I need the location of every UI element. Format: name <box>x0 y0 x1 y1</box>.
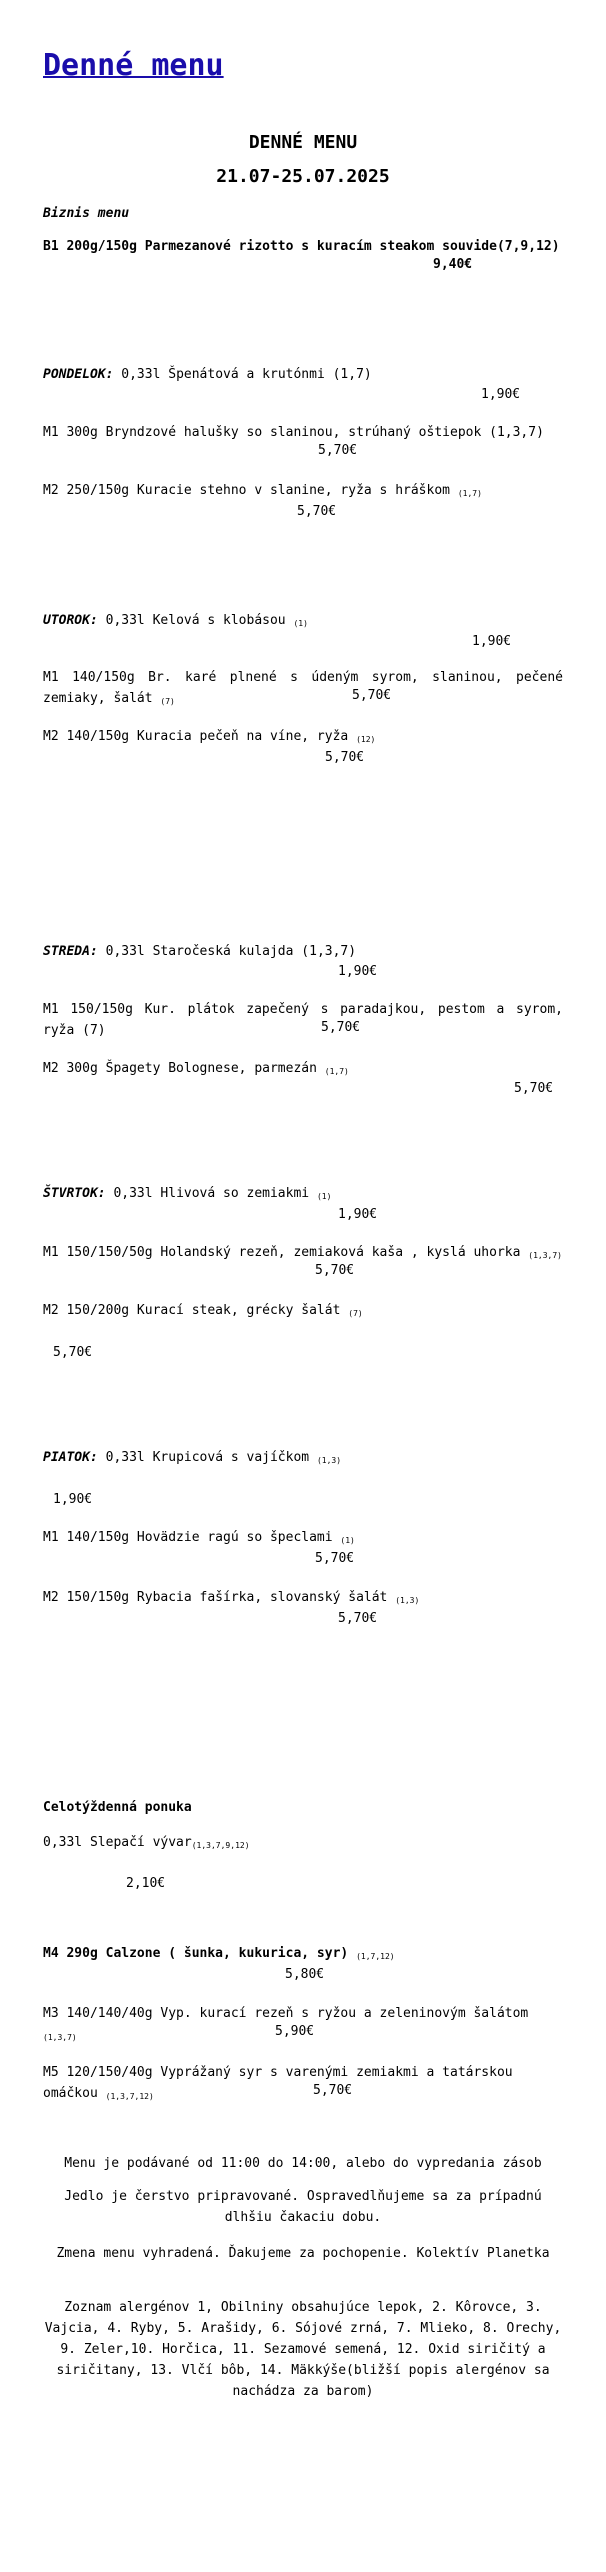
soup-name: 0,33l Krupicová s vajíčkom <box>97 1450 317 1465</box>
day-label: ŠTVRTOK: <box>43 1186 106 1201</box>
menu-item-m2 <box>43 480 563 504</box>
allergen-codes: (1,3) <box>395 1596 420 1605</box>
m2-text: M2 140/150g Kuracia pečeň na víne, ryža <box>43 729 357 744</box>
day-block-wednesday <box>43 941 563 962</box>
m3-text: M3 140/140/40g Vyp. kurací rezeň s ryžou a zeleninovým šalátom <box>43 2006 529 2021</box>
soup-name: 0,33l Staročeská kulajda (1,3,7) <box>97 944 357 959</box>
allergen-codes: (1,3,7,12) <box>105 2092 154 2101</box>
footer-served: Menu je podávané od 11:00 do 14:00, alebo do vypredania zásob <box>64 2156 542 2171</box>
m2-price: 5,70€ <box>514 1081 554 1096</box>
m1-price: 5,70€ <box>352 688 392 703</box>
biznis-price: 9,40€ <box>433 257 473 272</box>
footer-changes: Zmena menu vyhradená. Ďakujeme za pochopenie. Kolektív Planetka <box>56 2246 550 2261</box>
day-label: PONDELOK: <box>43 367 114 382</box>
m2-price: 5,70€ <box>53 1345 93 1360</box>
allergen-codes: (1,3) <box>316 1456 342 1465</box>
day-block-friday <box>43 1447 563 1471</box>
m1-price: 5,70€ <box>315 1551 355 1566</box>
menu-item-m1 <box>43 1527 563 1551</box>
allergen-codes: (1) <box>316 1192 332 1201</box>
menu-item-m1 <box>43 667 563 712</box>
soup-name: 0,33l Slepačí vývar <box>43 1835 192 1850</box>
allergen-codes: (7) <box>348 1309 363 1318</box>
m5-price: 5,70€ <box>313 2083 353 2098</box>
soup-price: 1,90€ <box>53 1492 93 1507</box>
m2-price: 5,70€ <box>325 750 365 765</box>
m1-text: M1 140/150g Hovädzie ragú so špeclami <box>43 1530 341 1545</box>
menu-item-m2 <box>43 726 563 750</box>
weekly-soup-price: 2,10€ <box>126 1876 166 1891</box>
allergen-codes: (1,7) <box>457 489 482 498</box>
menu-item-m5 <box>43 2062 563 2107</box>
soup-price: 1,90€ <box>338 964 378 979</box>
footer-fresh: Jedlo je čerstvo pripravované. Ospravedlňujeme sa za prípadnú dlhšiu čakaciu dobu. <box>64 2189 542 2225</box>
soup-price: 1,90€ <box>472 634 512 649</box>
allergen-codes: (1,3,7,9,12) <box>191 1841 250 1850</box>
day-block-thursday <box>43 1183 563 1207</box>
m2-text: M2 150/200g Kurací steak, grécky šalát <box>43 1303 349 1318</box>
biznis-label: Biznis menu <box>43 206 130 221</box>
m1-text: M1 150/150/50g Holandský rezeň, zemiaková kaša , kyslá uhorka <box>43 1245 529 1260</box>
allergen-codes: (1,3,7) <box>528 1251 562 1260</box>
day-block-tuesday <box>43 610 563 634</box>
m3-price: 5,90€ <box>275 2024 315 2039</box>
m1-text: M1 300g Bryndzové halušky so slaninou, strúhaný oštiepok (1,3,7) <box>43 425 544 440</box>
m4-text: M4 290g Calzone ( šunka, kukurica, syr) <box>43 1946 349 1961</box>
soup-price: 1,90€ <box>338 1207 378 1222</box>
m1-price: 5,70€ <box>315 1263 355 1278</box>
m4-price: 5,80€ <box>285 1967 325 1982</box>
allergen-codes: (1,3,7) <box>43 2033 77 2042</box>
day-label: STREDA: <box>43 944 98 959</box>
menu-title: DENNÉ MENU <box>248 132 358 153</box>
soup-name: 0,33l Hlivová so zemiakmi <box>105 1186 317 1201</box>
m2-text: M2 300g Špagety Bolognese, parmezán <box>43 1061 325 1076</box>
m2-text: M2 150/150g Rybacia fašírka, slovanský šalát <box>43 1590 396 1605</box>
m1-price: 5,70€ <box>318 443 358 458</box>
m2-price: 5,70€ <box>297 504 337 519</box>
soup-name: 0,33l Špenátová a krutónmi (1,7) <box>113 367 372 382</box>
m2-price: 5,70€ <box>338 1611 378 1626</box>
allergen-codes: (7) <box>160 697 175 706</box>
menu-item-m1 <box>43 999 563 1041</box>
menu-item-m2 <box>43 1587 563 1611</box>
day-block-monday <box>43 364 563 385</box>
weekly-soup <box>43 1832 563 1856</box>
weekly-label: Celotýždenná ponuka <box>43 1800 192 1815</box>
allergen-codes: (1) <box>340 1536 355 1545</box>
allergen-codes: (12) <box>356 735 376 744</box>
menu-item-m2 <box>43 1300 563 1324</box>
soup-price: 1,90€ <box>481 387 521 402</box>
footer-allergens: Zoznam alergénov 1, Obilniny obsahujúce lepok, 2. Kôrovce, 3. Vajcia, 4. Ryby, 5. Arašidy, 6. Sójové zrná, 7. Mlieko, 8. Orechy, 9. Zeler,10. Horčica, 11. Sezamové semená, 12. Oxid siričitý a siričitany, 13. Vlčí bôb, 14. Mäkkýše(bližší popis alergénov sa nachádza za barom) <box>44 2300 562 2399</box>
m1-text: M1 150/150g Kur. plátok zapečený s paradajkou, pestom a syrom, ryža (7) <box>43 1002 563 1038</box>
menu-item-m4 <box>43 1943 563 1967</box>
m5-text: M5 120/150/40g Vyprážaný syr s varenými zemiakmi a tatárskou omáčkou <box>43 2065 513 2101</box>
biznis-item: B1 200g/150g Parmezanové rizotto s kuracím steakom souvide(7,9,12) <box>43 239 560 254</box>
allergen-codes: (1) <box>293 619 308 628</box>
page-title-link[interactable]: Denné menu <box>43 48 224 83</box>
menu-item-m2 <box>43 1058 563 1082</box>
m1-price: 5,70€ <box>321 1020 361 1035</box>
menu-dates: 21.07-25.07.2025 <box>216 166 390 187</box>
allergen-codes: (1,7) <box>324 1067 349 1076</box>
day-label: UTOROK: <box>43 613 98 628</box>
m2-text: M2 250/150g Kuracie stehno v slanine, ryža s hráškom <box>43 483 458 498</box>
m1-text: M1 140/150g Br. karé plnené s údeným syrom, slaninou, pečené zemiaky, šalát <box>43 670 563 706</box>
menu-item-m1 <box>43 422 563 443</box>
soup-name: 0,33l Kelová s klobásou <box>97 613 294 628</box>
day-label: PIATOK: <box>43 1450 98 1465</box>
menu-item-m1 <box>43 1242 563 1266</box>
allergen-codes: (1,7,12) <box>356 1952 395 1961</box>
